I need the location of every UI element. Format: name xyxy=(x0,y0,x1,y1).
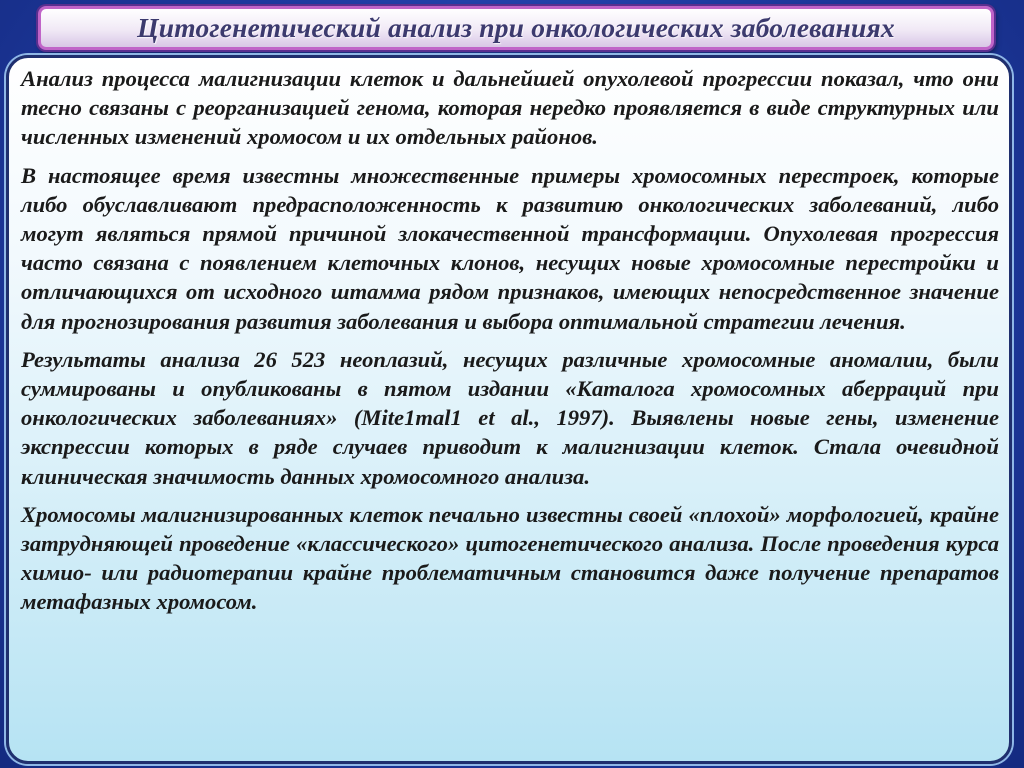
paragraph-2: В настоящее время известны множественные примеры хромосомных перестроек, которые либо обуславливают предрасположенность к развитию онкологических заболеваний, либо могут являться прямой причиной злокачественной трансформации. Опухолевая прогрессия часто связана с появлением клеточных клонов, несущих новые хромосомные перестройки и отличающихся от исходного штамма рядом признаков, имеющих непосредственное значение для прогнозирования развития заболевания и выбора оптимальной стратегии лечения. xyxy=(21,162,999,334)
paragraph-4: Хромосомы малигнизированных клеток печально известны своей «плохой» морфологией, крайне затрудняющей проведение «классического» цитогенетического анализа. После проведения курса химио- или радиотерапии крайне проблематичным становится даже получение препаратов метафазных хромосом. xyxy=(21,501,999,615)
paragraph-1: Анализ процесса малигнизации клеток и дальнейшей опухолевой прогрессии показал, что они тесно связаны с реорганизацией генома, которая нередко проявляется в виде структурных или численных изменений хромосом и их отдельных районов. xyxy=(21,66,999,150)
paragraph-3: Результаты анализа 26 523 неоплазий, несущих различные хромосомные аномалии, были суммированы и опубликованы в пятом издании «Каталога хромосомных аберраций при онкологических заболеваниях» (Mite1mal1 et al., 1997). Выявлены новые гены, изменение экспрессии которых в ряде случаев приводит к малигнизации клеток. Стала очевидной клиническая значимость данных хромосомного анализа. xyxy=(21,346,999,489)
slide-title-bar xyxy=(38,6,994,50)
slide-title: Цитогенетический анализ при онкологических заболеваниях xyxy=(137,12,895,43)
content-panel xyxy=(6,55,1012,764)
